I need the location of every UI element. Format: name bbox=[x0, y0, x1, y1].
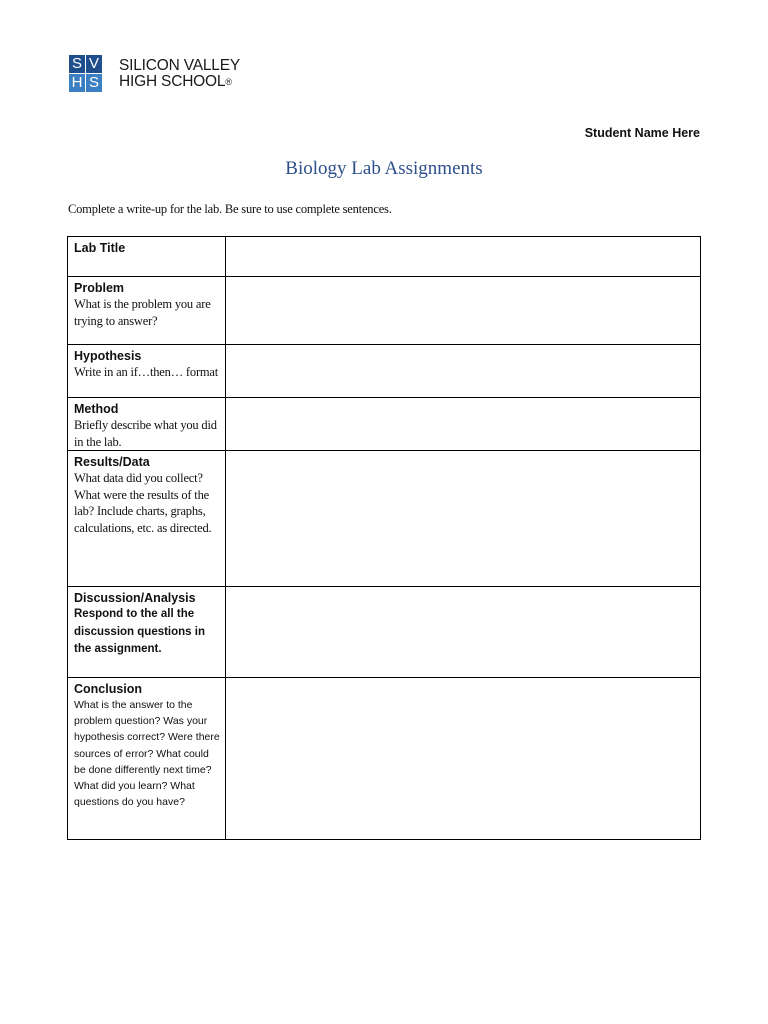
table-row-results bbox=[68, 451, 701, 587]
table-row-method bbox=[68, 398, 701, 451]
row-description: Write in an if…then… format bbox=[74, 365, 219, 379]
row-label: Results/Data bbox=[74, 455, 150, 469]
answer-cell-method[interactable] bbox=[226, 398, 701, 451]
label-cell bbox=[68, 345, 226, 398]
label-cell bbox=[68, 451, 226, 587]
row-description: What is the problem you are trying to answer? bbox=[74, 297, 211, 328]
row-description: What is the answer to the problem question? Was your hypothesis correct? Were there sources of error? What could be done differently next time? What did you learn? What questions do you have? bbox=[74, 699, 220, 809]
label-cell bbox=[68, 587, 226, 678]
label-cell bbox=[68, 277, 226, 345]
row-label: Conclusion bbox=[74, 682, 143, 696]
logo-letter-s: S bbox=[69, 55, 85, 73]
row-label: Hypothesis bbox=[74, 349, 142, 363]
row-description: What data did you collect? What were the results of the lab? Include charts, graphs, calculations, etc. as directed. bbox=[74, 471, 212, 535]
table-row-hypothesis bbox=[68, 345, 701, 398]
table-row-conclusion bbox=[68, 678, 701, 840]
answer-cell-conclusion[interactable] bbox=[226, 678, 701, 840]
label-cell bbox=[68, 237, 226, 277]
table-row-discussion bbox=[68, 587, 701, 678]
row-label: Discussion/Analysis bbox=[74, 591, 196, 605]
answer-cell-discussion[interactable] bbox=[226, 587, 701, 678]
logo-wordmark bbox=[119, 58, 240, 90]
logo-letter-v: V bbox=[86, 55, 102, 73]
student-name[interactable]: Student Name Here bbox=[584, 126, 700, 140]
row-label: Lab Title bbox=[74, 241, 126, 255]
answer-cell-results[interactable] bbox=[226, 451, 701, 587]
logo-letter-h: H bbox=[69, 74, 85, 92]
logo-letter-s2: S bbox=[86, 74, 102, 92]
label-cell bbox=[68, 398, 226, 451]
logo-line-2: HIGH SCHOOL bbox=[119, 73, 226, 90]
row-description: Respond to the all the discussion questions in the assignment. bbox=[74, 608, 205, 655]
table-row-lab-title bbox=[68, 237, 701, 277]
answer-cell-lab-title[interactable] bbox=[226, 237, 701, 277]
instructions: Complete a write-up for the lab. Be sure to use complete sentences. bbox=[68, 202, 392, 216]
school-logo bbox=[69, 55, 269, 99]
registered-mark: ® bbox=[225, 77, 232, 87]
answer-cell-problem[interactable] bbox=[226, 277, 701, 345]
table-row-problem bbox=[68, 277, 701, 345]
page-title: Biology Lab Assignments bbox=[285, 158, 483, 179]
row-description: Briefly describe what you did in the lab. bbox=[74, 418, 217, 449]
label-cell bbox=[68, 678, 226, 840]
lab-table bbox=[67, 236, 701, 840]
answer-cell-hypothesis[interactable] bbox=[226, 345, 701, 398]
row-label: Method bbox=[74, 402, 119, 416]
row-label: Problem bbox=[74, 281, 125, 295]
logo-line-1: SILICON VALLEY bbox=[119, 57, 240, 74]
